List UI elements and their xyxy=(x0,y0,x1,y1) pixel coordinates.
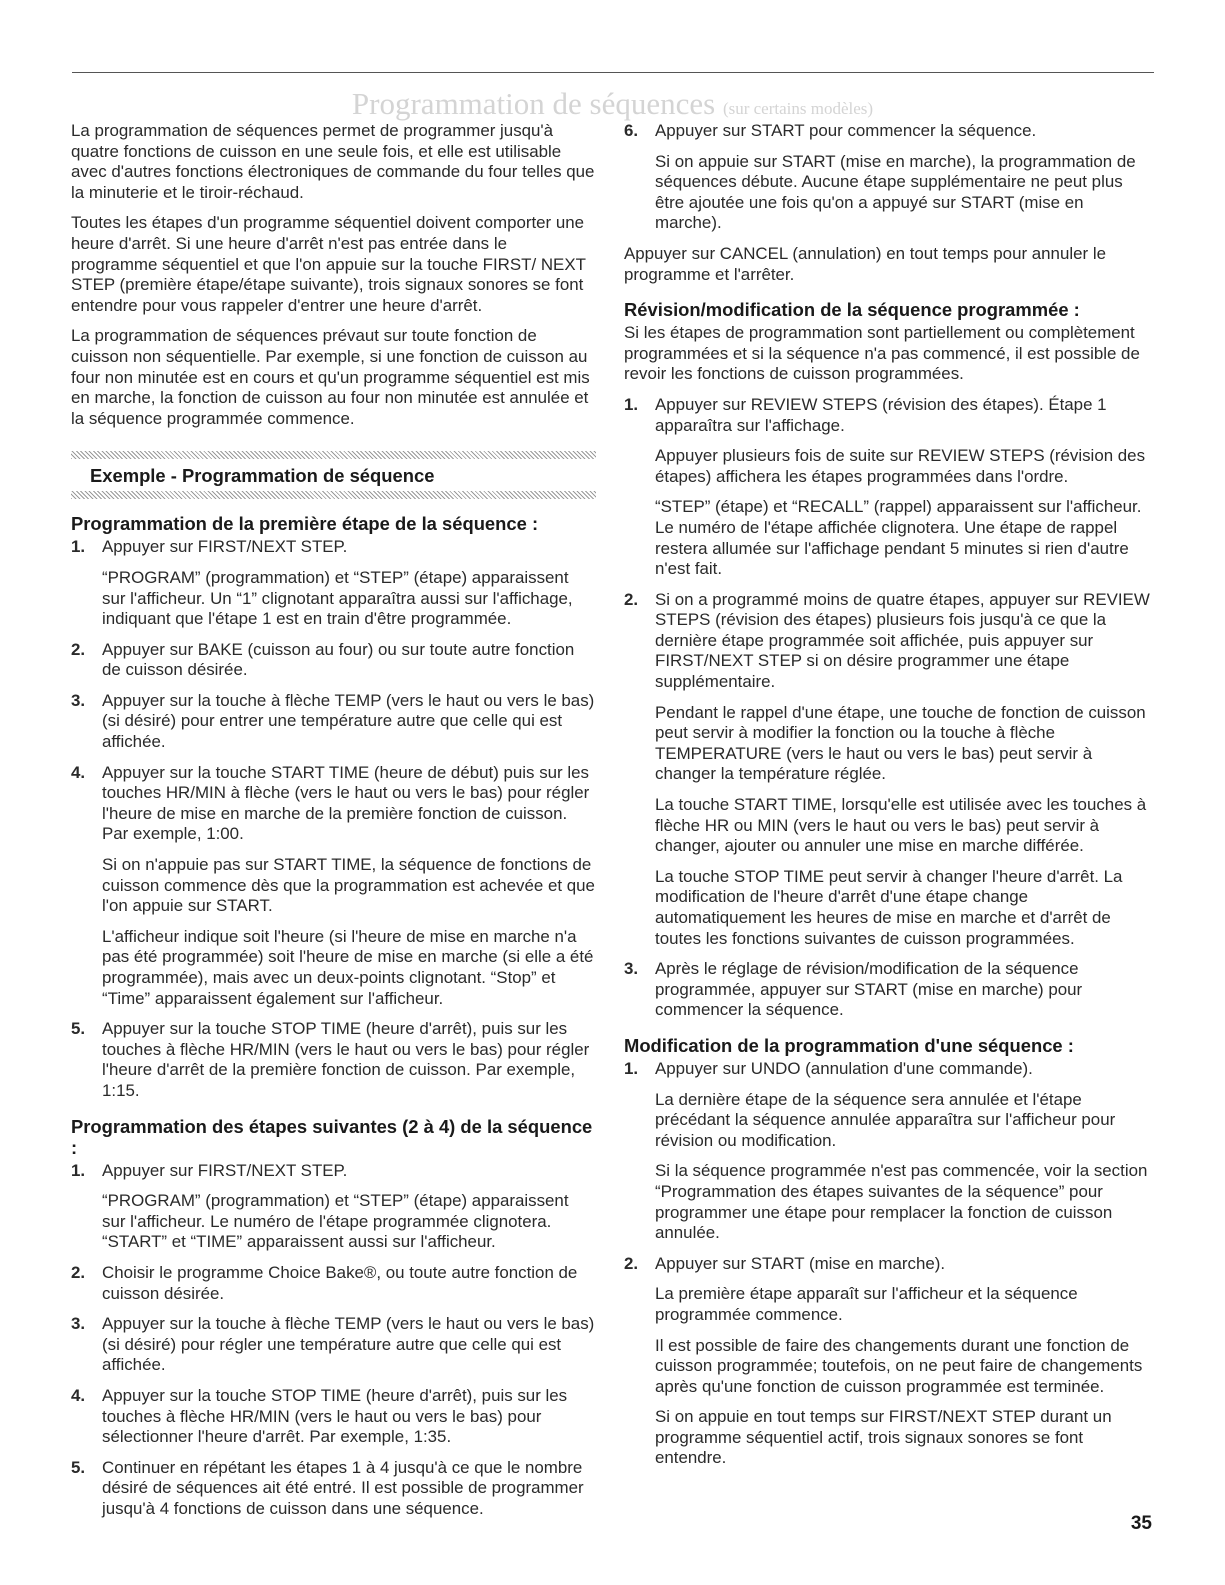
hatch-divider-bottom xyxy=(71,491,596,499)
step-text: Appuyer plusieurs fois de suite sur REVIEW STEPS (révision des étapes) affichera les étapes programmées dans l'ordre. xyxy=(655,446,1146,486)
step-item xyxy=(71,691,596,753)
step-text: La touche START TIME, lorsqu'elle est utilisée avec les touches à flèche HR ou MIN (vers le haut ou vers le bas) peut servir à changer, ajouter ou annuler une mise en marche différée. xyxy=(655,795,1147,856)
step-list xyxy=(71,1161,596,1520)
step-text: La touche STOP TIME peut servir à changer l'heure d'arrêt. La modification de l'heure d'arrêt d'une étape change automatiquement les heures de mise en marche et d'arrêt de toutes les fonctions suivantes de cuisson programmées. xyxy=(655,866,1123,948)
step-number: 1. xyxy=(71,1160,86,1180)
step-text: Appuyer sur FIRST/NEXT STEP. xyxy=(102,537,348,557)
step-item xyxy=(71,1263,596,1304)
step-number: 2. xyxy=(624,1253,639,1273)
step-number: 2. xyxy=(71,1262,86,1282)
step-item xyxy=(71,1386,596,1448)
step-body xyxy=(102,1314,596,1376)
intro-paragraph: La programmation de séquences permet de programmer jusqu'à quatre fonctions de cuisson en une seule fois, et elle est utilisable avec d'autres fonctions électroniques de commande du four telles que la minuterie et le tiroir-réchaud. xyxy=(71,121,595,202)
step-text: La dernière étape de la séquence sera annulée et l'étape précédant la séquence annulée apparaîtra sur l'afficheur pour révision ou modification. xyxy=(655,1089,1116,1150)
cancel-note: Appuyer sur CANCEL (annulation) en tout temps pour annuler le programme et l'arrêter. xyxy=(624,243,1106,284)
step-body xyxy=(102,763,596,1010)
step-text: Appuyer sur la touche à flèche TEMP (vers le haut ou vers le bas) (si désiré) pour entrer une température autre que celle qui est affichée. xyxy=(102,690,595,752)
intro-paragraph: Toutes les étapes d'un programme séquentiel doivent comporter une heure d'arrêt. Si une heure d'arrêt n'est pas entrée dans le programme séquentiel et que l'on appuie sur la touche FIRST/ NEXT STEP (première étape/étape suivante), trois signaux sonores se font entendre pour vous rappeler d'entrer une heure d'arrêt. xyxy=(71,213,586,315)
step-text: Si on a programmé moins de quatre étapes, appuyer sur REVIEW STEPS (révision des étapes) plusieurs fois jusqu'à ce que la dernière étape programmée soit affichée, puis appuyer sur FIRST/NEXT STEP si on désire programmer une étape supplémentaire. xyxy=(655,589,1150,692)
step-body xyxy=(102,1263,596,1304)
step-number: 1. xyxy=(624,394,639,414)
step-body xyxy=(655,1059,1154,1244)
hatch-divider-top xyxy=(71,451,596,459)
left-column xyxy=(71,121,596,1529)
step-body xyxy=(655,959,1154,1021)
step-item xyxy=(71,537,596,629)
step-item xyxy=(71,1314,596,1376)
right-column xyxy=(624,121,1154,1479)
step-item xyxy=(624,959,1154,1021)
step-body xyxy=(655,121,1154,234)
step-text: Appuyer sur REVIEW STEPS (révision des étapes). Étape 1 apparaîtra sur l'affichage. xyxy=(655,394,1107,435)
step-item xyxy=(624,121,1154,234)
step-text: La première étape apparaît sur l'afficheur et la séquence programmée commence. xyxy=(655,1284,1078,1324)
step-body xyxy=(102,1019,596,1101)
page-number: 35 xyxy=(1130,1513,1152,1534)
step-body xyxy=(102,1386,596,1448)
step-text: Après le réglage de révision/modification de la séquence programmée, appuyer sur START (mise en marche) pour commencer la séquence. xyxy=(655,959,1083,1020)
step-number: 1. xyxy=(624,1058,639,1078)
step-text: Appuyer sur BAKE (cuisson au four) ou sur toute autre fonction de cuisson désirée. xyxy=(102,639,575,680)
step-list xyxy=(71,537,596,1101)
step-text: Si la séquence programmée n'est pas commencée, voir la section “Programmation des étapes suivantes de la séquence” pour programmer une étape pour remplacer la fonction de cuisson annulée. xyxy=(655,1161,1148,1243)
step-text: Choisir le programme Choice Bake®, ou toute autre fonction de cuisson désirée. xyxy=(102,1262,578,1303)
step-number: 6. xyxy=(624,121,639,140)
step-number: 4. xyxy=(71,762,86,782)
step-number: 2. xyxy=(71,639,86,659)
step-body xyxy=(655,1254,1154,1469)
step-text: Appuyer sur START (mise en marche). xyxy=(655,1253,946,1273)
section-heading: Programmation de la première étape de la séquence : xyxy=(71,513,539,535)
step-body xyxy=(102,1458,596,1520)
step-text: Continuer en répétant les étapes 1 à 4 jusqu'à ce que le nombre désiré de séquences ait été entré. Il est possible de programmer jusqu'à 4 fonctions de cuisson dans une séquence. xyxy=(102,1457,584,1518)
step-number: 4. xyxy=(71,1385,86,1405)
step-text: Si on appuie en tout temps sur FIRST/NEXT STEP durant un programme séquentiel actif, trois signaux sonores se font entendre. xyxy=(655,1407,1112,1468)
step-text: L'afficheur indique soit l'heure (si l'heure de mise en marche n'a pas été programmée) soit l'heure de mise en marche (si elle a été programmée), mais avec un deux-points clignotant. “Stop” et “Time” apparaissent également sur l'afficheur. xyxy=(102,926,594,1008)
top-rule xyxy=(72,72,1154,73)
step-item xyxy=(624,1059,1154,1244)
step-text: Appuyer sur START pour commencer la séquence. xyxy=(655,121,1037,140)
step-text: Appuyer sur la touche STOP TIME (heure d'arrêt), puis sur les touches à flèche HR/MIN (vers le haut ou vers le bas) pour régler l'heure d'arrêt de la première fonction de cuisson. Par exemple, 1:15. xyxy=(102,1019,590,1100)
step-body xyxy=(102,537,596,629)
step-text: Si on appuie sur START (mise en marche), la programmation de séquences débute. Aucune étape supplémentaire ne peut plus être ajoutée une fois qu'on a appuyé sur START (mise en marche). xyxy=(655,151,1136,233)
step-text: Appuyer sur UNDO (annulation d'une commande). xyxy=(655,1058,1033,1078)
section-heading: Révision/modification de la séquence programmée : xyxy=(624,299,1080,321)
step-list xyxy=(624,1059,1154,1469)
step-body xyxy=(102,691,596,753)
step-number: 3. xyxy=(624,959,639,979)
step-text: Pendant le rappel d'une étape, une touche de fonction de cuisson peut servir à modifier la fonction ou la touche à flèche TEMPERATURE (vers le haut ou vers le bas) peut servir à changer la température réglée. xyxy=(655,702,1146,784)
step-number: 1. xyxy=(71,537,86,557)
section-heading: Programmation des étapes suivantes (2 à 4) de la séquence : xyxy=(71,1115,593,1158)
step-body xyxy=(102,1161,596,1253)
section-heading: Modification de la programmation d'une séquence : xyxy=(624,1034,1074,1056)
step-text: Appuyer sur la touche à flèche TEMP (vers le haut ou vers le bas) (si désiré) pour régler une température autre que celle qui est affichée. xyxy=(102,1314,595,1375)
page-title xyxy=(0,86,1225,122)
step-number: 3. xyxy=(71,1314,86,1334)
step-number: 5. xyxy=(71,1019,86,1039)
step-number: 3. xyxy=(71,690,86,710)
step-number: 5. xyxy=(71,1457,86,1477)
step-text: Si on n'appuie pas sur START TIME, la séquence de fonctions de cuisson commence dès que la programmation est achevée et que l'on appuie sur START. xyxy=(102,855,595,916)
step-item xyxy=(71,763,596,1010)
page-title-text: Programmation de séquences xyxy=(351,86,716,121)
step-text: “STEP” (étape) et “RECALL” (rappel) apparaissent sur l'afficheur. Le numéro de l'étape affichée clignotera. Une étape de rappel restera allumée sur l'affichage pendant 5 minutes si rien d'autre n'est fait. xyxy=(655,497,1142,579)
step-item xyxy=(624,1254,1154,1469)
step-text: “PROGRAM” (programmation) et “STEP” (étape) apparaissent sur l'afficheur. Un “1” clignotant apparaîtra aussi sur l'affichage, indiquant que l'étape 1 est en train d'être programmée. xyxy=(102,567,573,629)
step-text: Appuyer sur la touche START TIME (heure de début) puis sur les touches HR/MIN à flèche (vers le haut ou vers le bas) pour régler l'heure de mise en marche de la première fonction de cuisson. Par exemple, 1:00. xyxy=(102,762,590,844)
section-intro: Si les étapes de programmation sont partiellement ou complètement programmées et si la séquence n'a pas commencé, il est possible de revoir les fonctions de cuisson programmées. xyxy=(624,323,1140,384)
page-title-subtitle: (sur certains modèles) xyxy=(722,99,874,118)
step-item xyxy=(71,1161,596,1253)
example-banner xyxy=(71,451,596,499)
step-item xyxy=(624,395,1154,580)
step-item xyxy=(71,1458,596,1520)
step-text: Il est possible de faire des changements durant une fonction de cuisson programmée; toutefois, on ne peut faire de changements après qu'une fonction de cuisson programmée est terminée. xyxy=(655,1335,1143,1396)
step-body xyxy=(655,395,1154,580)
step-body xyxy=(655,590,1154,950)
step-item xyxy=(71,1019,596,1101)
step-body xyxy=(102,640,596,681)
step-text: “PROGRAM” (programmation) et “STEP” (étape) apparaissent sur l'afficheur. Le numéro de l'étape programmée clignotera. “START” et “TIME” apparaissent aussi sur l'afficheur. xyxy=(102,1191,569,1252)
step-item xyxy=(71,640,596,681)
example-title: Exemple - Programmation de séquence xyxy=(90,465,435,487)
intro-paragraph: La programmation de séquences prévaut sur toute fonction de cuisson non séquentielle. Par exemple, si une fonction de cuisson au four non minutée est en cours et qu'un programme séquentiel est mis en marche, la fonction de cuisson au four non minutée est annulée et la séquence programmée commence. xyxy=(71,326,590,428)
step-item xyxy=(624,590,1154,950)
step-text: Appuyer sur la touche STOP TIME (heure d'arrêt), puis sur les touches à flèche HR/MIN (vers le haut ou vers le bas) pour sélectionner l'heure d'arrêt. Par exemple, 1:35. xyxy=(102,1385,568,1447)
step-text: Appuyer sur FIRST/NEXT STEP. xyxy=(102,1160,348,1180)
step-number: 2. xyxy=(624,589,639,609)
step-list xyxy=(624,395,1154,1021)
